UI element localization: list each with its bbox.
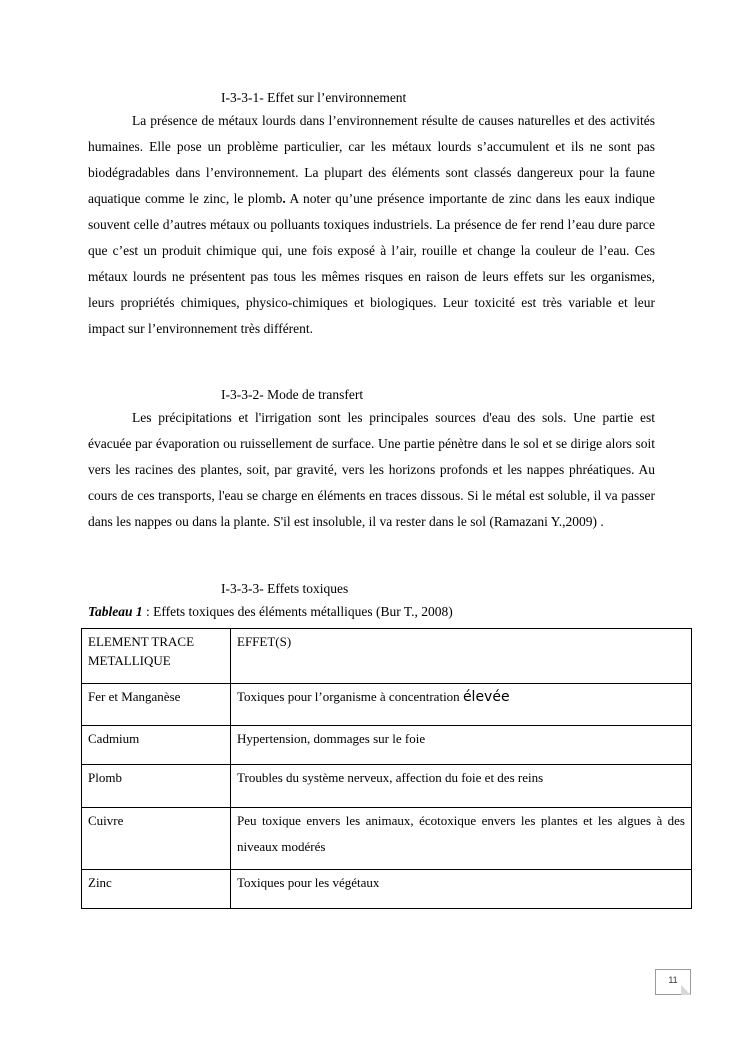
table-caption-text: : Effets toxiques des éléments métalliques (Bur T., 2008) <box>142 604 453 619</box>
table-row <box>82 808 692 870</box>
table-row <box>82 726 692 765</box>
element-cell: Cadmium <box>82 726 231 765</box>
toxic-effects-table <box>81 628 692 909</box>
paragraph-effet-environnement <box>88 108 655 342</box>
section-heading-effet-environnement: I-3-3-1- Effet sur l’environnement <box>221 90 407 105</box>
section-heading-effets-toxiques: I-3-3-3- Effets toxiques <box>221 581 349 596</box>
paragraph-text-part-1: La présence de métaux lourds dans l’environnement résulte de causes naturelles et des activités humaines. Elle pose un problème particulier, car les métaux lourds s’accumulent et ils ne sont pas biodégradables dans l’environnement. La plupart des éléments sont classés dangereux pour la faune aquatique comme le zinc, le plomb <box>88 113 655 206</box>
effect-text-emphasis: élevée <box>462 689 510 705</box>
table-row <box>82 870 692 909</box>
page-number: 11 <box>668 975 678 985</box>
header-cell-effects: EFFET(S) <box>231 629 692 684</box>
header-cell-element: ELEMENT TRACE METALLIQUE <box>82 629 231 684</box>
table-caption <box>88 603 453 620</box>
table-row <box>82 684 692 726</box>
page-number-box <box>655 969 691 995</box>
element-cell: Cuivre <box>82 808 231 870</box>
section-heading-mode-transfert: I-3-3-2- Mode de transfert <box>221 387 364 402</box>
element-cell: Zinc <box>82 870 231 909</box>
table-caption-label: Tableau 1 <box>88 604 143 619</box>
page-curl-decoration <box>681 985 691 995</box>
effect-cell <box>231 684 692 726</box>
effect-text: Toxiques pour l’organisme à concentration <box>237 689 463 704</box>
table-header-row <box>82 629 692 684</box>
effect-cell: Peu toxique envers les animaux, écotoxique envers les plantes et les algues à des niveaux modérés <box>231 808 692 870</box>
paragraph-mode-transfert: Les précipitations et l'irrigation sont les principales sources d'eau des sols. Une partie est évacuée par évaporation ou ruissellement de surface. Une partie pénètre dans le sol et se dirige alors soit vers les racines des plantes, soit, par gravité, vers les horizons profonds et les nappes phréatiques. Au cours de ces transports, l'eau se charge en éléments en traces dissous. Si le métal est soluble, il va passer dans les nappes ou dans la plante. S'il est insoluble, il va rester dans le sol (Ramazani Y.,2009) . <box>88 410 655 529</box>
element-cell: Fer et Manganèse <box>82 684 231 726</box>
effect-cell: Hypertension, dommages sur le foie <box>231 726 692 765</box>
effect-cell: Toxiques pour les végétaux <box>231 870 692 909</box>
paragraph-text-part-2: A noter qu’une présence importante de zinc dans les eaux indique souvent celle d’autres métaux ou polluants toxiques industriels. La présence de fer rend l’eau dure parce que c’est un produit chimique qui, une fois exposé à l’air, rouille et change la couleur de l’eau. Ces métaux lourds ne présentent pas tous les mêmes risques en raison de leurs effets sur les organismes, leurs propriétés chimiques, physico-chimiques et biologiques. Leur toxicité est très variable et leur impact sur l’environnement très différent. <box>88 191 655 336</box>
effect-cell: Troubles du système nerveux, affection du foie et des reins <box>231 765 692 808</box>
element-cell: Plomb <box>82 765 231 808</box>
paragraph-bold-period: . <box>282 191 286 206</box>
table-row <box>82 765 692 808</box>
